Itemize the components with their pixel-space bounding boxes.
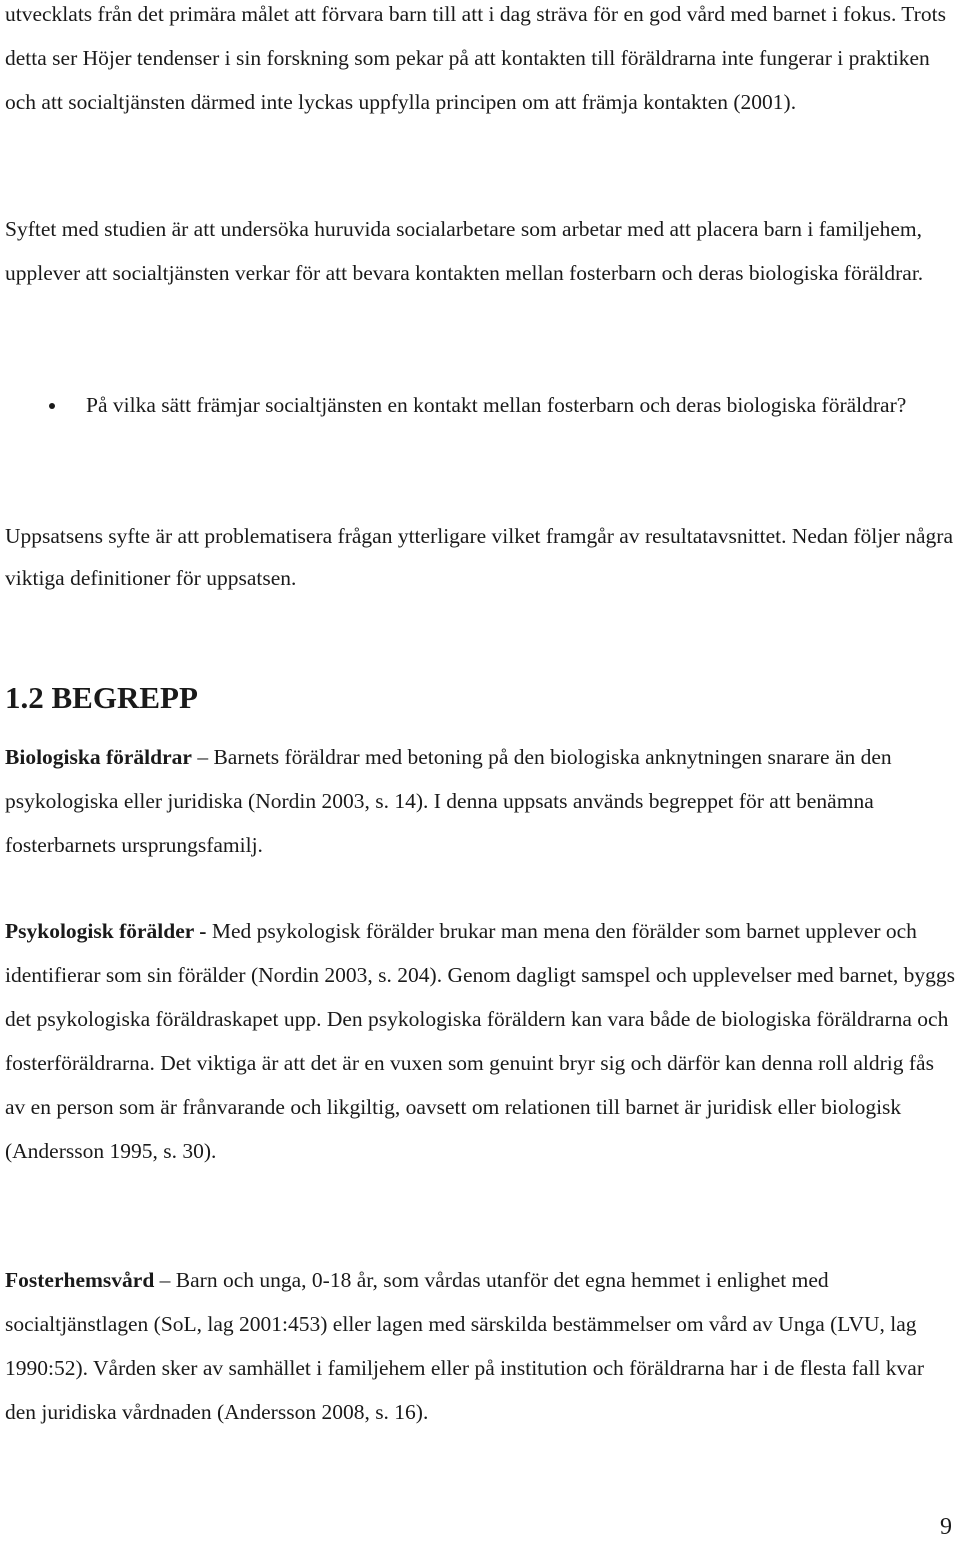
definition-term: Biologiska föräldrar [5,745,192,769]
definition-fosterhemsvard [5,1258,957,1434]
definition-term: Psykologisk förälder - [5,919,207,943]
definition-biologiska-foraldrar [5,735,957,867]
page-number: 9 [940,1514,952,1540]
definition-psykologisk-foralder [5,909,957,1173]
definition-text: Med psykologisk förälder brukar man mena den förälder som barnet upplever och identifierar som sin förälder (Nordin 2003, s. 204). Genom dagligt samspel och upplevelser med barnet, byggs det psykologiska föräldraskapet upp. Den psykologiska föräldern kan vara både de biologiska föräldrarna och fosterföräldrarna. Det viktiga är att det är en vuxen som genuint bryr sig och därför kan denna roll aldrig fås av en person som är frånvarande och likgiltig, oavsett om relationen till barnet är juridisk eller biologisk (Andersson 1995, s. 30). [5,919,955,1163]
aim-paragraph: Uppsatsens syfte är att problematisera frågan ytterligare vilket framgår av resultatavsnittet. Nedan följer några viktiga definitioner för uppsatsen. [5,524,954,590]
intro-paragraph: utvecklats från det primära målet att förvara barn till att i dag sträva för en god vård med barnet i fokus. Trots detta ser Höjer tendenser i sin forskning som pekar på att kontakten till föräldrarna inte fungerar i praktiken och att socialtjänsten därmed inte lyckas uppfylla principen om att främja kontakten (2001). [5,2,946,114]
research-question-text: På vilka sätt främjar socialtjänsten en kontakt mellan fosterbarn och deras biologiska föräldrar? [86,393,907,417]
purpose-paragraph: Syftet med studien är att undersöka huruvida socialarbetare som arbetar med att placera barn i familjehem, upplever att socialtjänsten verkar för att bevara kontakten mellan fosterbarn och deras biologiska föräldrar. [5,217,924,285]
definition-term: Fosterhemsvård [5,1268,155,1292]
section-heading: 1.2 BEGREPP [5,680,198,715]
bullet-icon [49,403,55,409]
definition-text: Barnets föräldrar med betoning på den biologiska anknytningen snarare än den psykologiska eller juridiska (Nordin 2003, s. 14). I denna uppsats används begreppet för att benämna fosterbarnets ursprungsfamilj. [5,745,892,857]
definition-text: Barn och unga, 0-18 år, som vårdas utanför det egna hemmet i enlighet med socialtjänstlagen (SoL, lag 2001:453) eller lagen med särskilda bestämmelser om vård av Unga (LVU, lag 1990:52). Vården sker av samhället i familjehem eller på institution och föräldrarna har i de flesta fall kvar den juridiska vårdnaden (Andersson 2008, s. 16). [5,1268,924,1424]
definition-separator: – [154,1268,176,1292]
definition-separator: – [191,745,214,769]
